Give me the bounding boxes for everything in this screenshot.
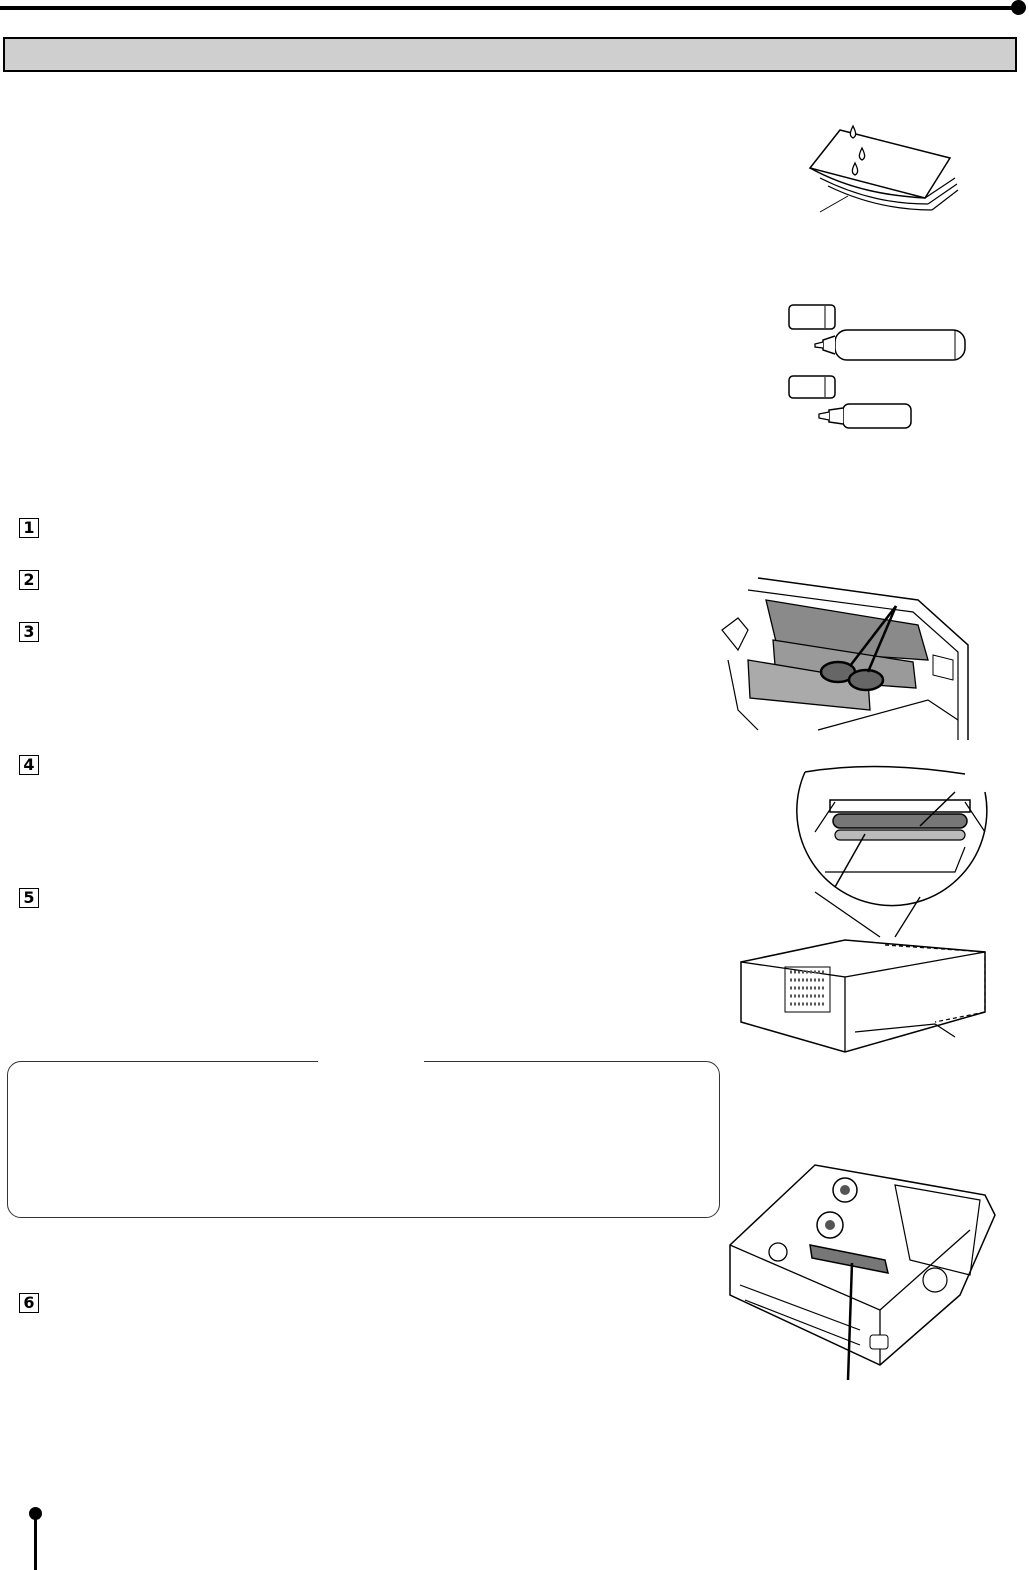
section-title-bar bbox=[3, 37, 1017, 72]
note-box bbox=[7, 1061, 720, 1218]
step-number-box: 2 bbox=[19, 570, 39, 590]
printer-paper-roller-illustration bbox=[720, 1155, 1000, 1385]
top-rule bbox=[0, 6, 1016, 10]
step-number-box: 5 bbox=[19, 888, 39, 908]
step-number-box: 3 bbox=[19, 622, 39, 642]
top-dot bbox=[1011, 0, 1026, 15]
printer-thermal-head-illustration bbox=[718, 570, 978, 742]
bottom-rule bbox=[34, 1512, 37, 1570]
cleaning-paper-illustration bbox=[800, 118, 970, 218]
printer-roller-magnified-illustration bbox=[735, 762, 995, 1062]
cleaning-pens-illustration bbox=[785, 300, 980, 435]
step-number-box: 4 bbox=[19, 755, 39, 775]
note-box-title-gap bbox=[318, 1055, 424, 1069]
step-number-box: 6 bbox=[19, 1293, 39, 1313]
step-number-box: 1 bbox=[19, 518, 39, 538]
